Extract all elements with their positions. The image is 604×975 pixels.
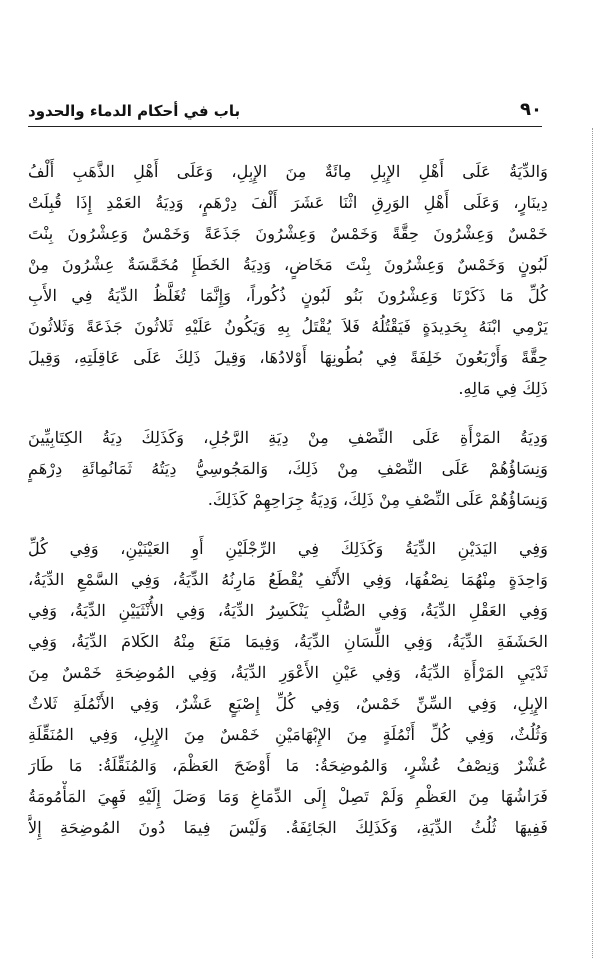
body-text — [28, 156, 548, 861]
text-line: الحَشَفَةِ الدِّيَةُ، وَفِي اللِّسَانِ الدِّيَةُ، وَفِيمَا مَنَعَ مِنْهُ الكَلامَ الدِّيَةُ، وَفِي — [28, 632, 548, 651]
text-line: وَفِي العَقْلِ الدِّيَةُ، وَفِي الصُّلْبِ يَنْكَسِرُ الدِّيَةُ، وَفِي الأُنْثَيَيْنِ الدِّيَةُ، وَفِي — [28, 601, 548, 620]
text-line: يَرْمِي ابْنَهُ بِحَدِيدَةٍ فَيَقْتُلُهُ فَلاَ يُقْتَلُ بِهِ وَيَكُونُ عَلَيْهِ ثَلاثُونَ جَذَعَةً وَثَلاثُونَ — [28, 317, 548, 336]
text-line: فَرَاشُهَا مِنَ العَظْمِ وَلَمْ تَصِلْ إِلَى الدِّمَاغِ وَمَا وَصَلَ إِلَيْهِ فَهِيَ المَأْمُومَةُ — [28, 787, 548, 806]
text-line: وَثُلُثٌ، وَفِي كُلِّ أَنْمُلَةٍ مِنَ الإِبْهَامَيْنِ خَمْسٌ مِنَ الإِبِلِ، وَفِي المُنَقِّلَةِ — [28, 725, 548, 744]
scan-margin-edge — [592, 128, 599, 958]
running-title: باب في أحكام الدماء والحدود — [28, 102, 241, 120]
text-line: وَاحِدَةٍ مِنْهُمَا نِصْفُهَا، وَفِي الأَنْفِ يُقْطَعُ مَارِنُهُ الدِّيَةُ، وَفِي السَّمْعِ الدِّيَةُ، — [28, 570, 548, 589]
paragraph-women-diyah — [28, 422, 548, 515]
text-line: وَالدِّيَةُ عَلَى أَهْلِ الإِبِلِ مِائَةٌ مِنَ الإِبِلِ، وَعَلَى أَهْلِ الذَّهَبِ أَلْفُ — [28, 162, 548, 181]
text-line: لَبُونٍ وَخَمْسٌ وَعِشْرُونَ بِنْتَ مَخَاضٍ، وَدِيَةُ الخَطَإِ مُخَمَّسَةٌ عِشْرُونَ مِنْ — [28, 255, 548, 274]
text-line: وَدِيَةُ المَرْأَةِ عَلَى النِّصْفِ مِنْ دِيَةِ الرَّجُلِ، وَكَذَلِكَ دِيَةُ الكِتَابِيِّينَ — [28, 428, 548, 447]
text-line: وَفِي اليَدَيْنِ الدِّيَةُ وَكَذَلِكَ فِي الرِّجْلَيْنِ أَوِ العَيْنَيْنِ، وَفِي كُلِّ — [28, 539, 548, 558]
text-line: كُلِّ مَا ذَكَرْنَا وَعِشْرُونَ بَنُو لَبُونٍ ذُكُوراً، وَإِنَّمَا تُغَلَّظُ الدِّيَةُ فِي الأَبِ — [28, 286, 548, 305]
text-line: حِقَّةً وَأَرْبَعُونَ خَلِفَةً فِي بُطُونِهَا أَوْلادُهَا، وَقِيلَ ذَلِكَ عَلَى عَاقِلَتِهِ، وَقِيلَ — [28, 348, 548, 367]
text-line: ذَلِكَ فِي مَالِهِ. — [458, 379, 548, 398]
page-number: ٩٠ — [520, 99, 542, 120]
text-line: وَنِسَاؤُهُمْ عَلَى النِّصْفِ مِنْ ذَلِكَ، وَدِيَةُ جِرَاحِهِمْ كَذَلِكَ. — [207, 490, 548, 509]
text-line: الإِبِلِ، وَفِي السِّنِّ خَمْسٌ، وَفِي كُلِّ إِصْبَعٍ عَشْرٌ، وَفِي الأَنْمُلَةِ ثَلاثٌ — [28, 694, 548, 713]
page-header — [28, 92, 542, 127]
text-line: فَفِيهَا ثُلُثُ الدِّيَةِ، وَكَذَلِكَ الجَائِفَةُ. وَلَيْسَ فِيمَا دُونَ المُوضِحَةِ إِلاَّ — [28, 818, 548, 837]
text-line: وَنِسَاؤُهُمْ عَلَى النِّصْفِ مِنْ ذَلِكَ، وَالمَجُوسِيُّ دِيَتُهُ ثَمَانُمِائَةِ دِرْهَمٍ — [28, 459, 548, 478]
paragraph-diyah-amounts — [28, 156, 548, 404]
paragraph-injuries — [28, 533, 548, 843]
text-line: خَمْسٌ وَعِشْرُونَ حِقَّةً وَخَمْسٌ وَعِشْرُونَ جَذَعَةً وَخَمْسٌ وَعِشْرُونَ بِنْتَ — [28, 224, 548, 243]
text-line: ثَدْيَيِ المَرْأَةِ الدِّيَةُ، وَفِي عَيْنِ الأَعْوَرِ الدِّيَةُ، وَفِي المُوضِحَةِ خَمْسٌ مِنَ — [28, 663, 548, 682]
text-line: دِينَارٍ، وَعَلَى أَهْلِ الوَرِقِ اثْنَا عَشَرَ أَلْفَ دِرْهَمٍ، وَدِيَةُ العَمْدِ إِذَا قُبِلَتْ — [28, 193, 548, 212]
text-line: عُشْرٌ وَنِصْفُ عُشْرٍ، وَالمُوضِحَةُ: مَا أَوْضَحَ العَظْمَ، وَالمُنَقِّلَةُ: مَا طَارَ — [28, 756, 548, 775]
